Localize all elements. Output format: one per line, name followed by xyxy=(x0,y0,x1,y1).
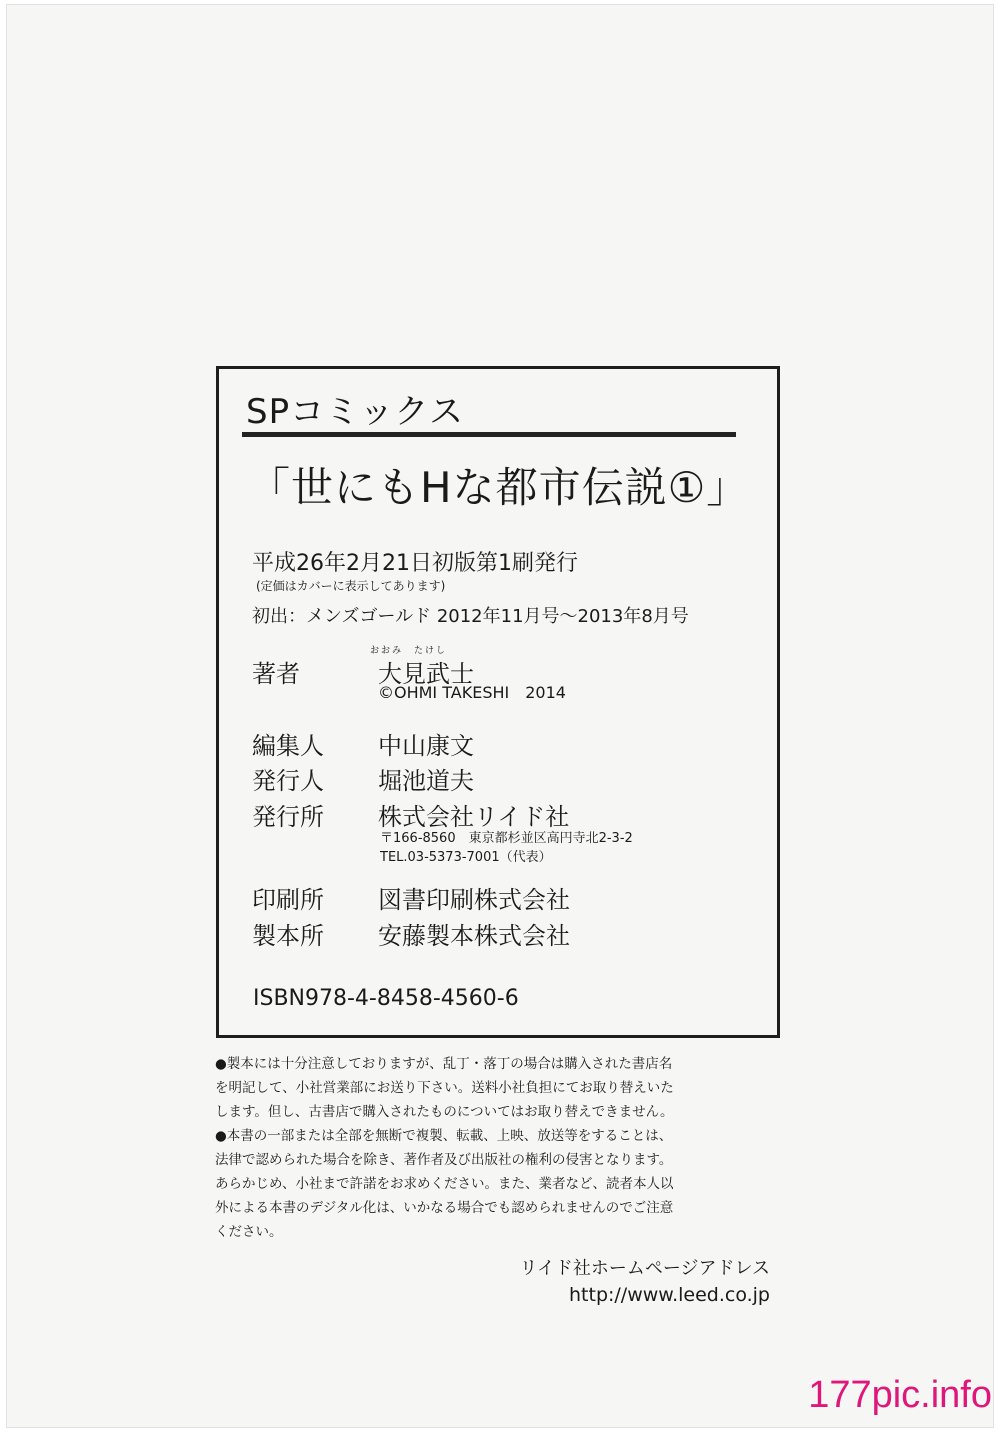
binder-label: 製本所 xyxy=(252,922,324,950)
publisher-person-label: 発行人 xyxy=(252,767,324,795)
series-title: SPコミックス xyxy=(246,392,465,432)
homepage-url[interactable]: http://www.leed.co.jp xyxy=(569,1284,770,1306)
copyright: ©OHMI TAKESHI 2014 xyxy=(378,683,566,702)
publisher-name: 株式会社リイド社 xyxy=(378,803,570,831)
printer-name: 図書印刷株式会社 xyxy=(378,886,570,914)
notice-line: ●本書の一部または全部を無断で複製、転載、上映、放送等をすることは、 xyxy=(215,1128,673,1144)
notice-line: 外による本書のデジタル化は、いかなる場合でも認められませんのでご注意 xyxy=(215,1200,674,1216)
first-published: 初出：メンズゴールド 2012年11月号～2013年8月号 xyxy=(252,606,689,627)
author-ruby: おおみ たけし xyxy=(370,646,448,656)
isbn: ISBN978-4-8458-4560-6 xyxy=(253,986,519,1011)
author-label: 著者 xyxy=(252,660,300,688)
notice-line: ください。 xyxy=(215,1224,283,1240)
publisher-address: 〒166-8560 東京都杉並区高円寺北2-3-2 xyxy=(380,831,633,846)
notice-line: ●製本には十分注意しておりますが、乱丁・落丁の場合は購入された書店名 xyxy=(215,1056,673,1072)
notice-line: を明記して、小社営業部にお送り下さい。送料小社負担にてお取り替えいた xyxy=(215,1080,674,1096)
printer-label: 印刷所 xyxy=(252,886,324,914)
author-name: 大見武士 xyxy=(378,660,474,688)
notice-line: 法律で認められた場合を除き、著作者及び出版社の権利の侵害となります。 xyxy=(215,1152,673,1168)
editor-name: 中山康文 xyxy=(378,732,474,760)
publisher-person-name: 堀池道夫 xyxy=(378,767,474,795)
homepage-label: リイド社ホームページアドレス xyxy=(519,1258,770,1279)
binder-name: 安藤製本株式会社 xyxy=(378,922,570,950)
publisher-tel: TEL.03-5373-7001（代表） xyxy=(380,850,552,865)
notice-line: します。但し、古書店で購入されたものについてはお取り替えできません。 xyxy=(215,1104,674,1120)
title-rule xyxy=(242,432,736,437)
publisher-label: 発行所 xyxy=(252,803,324,831)
book-title: 「世にもHな都市伝説①」 xyxy=(248,463,750,512)
notice-line: あらかじめ、小社まで許諾をお求めください。また、業者など、読者本人以 xyxy=(215,1176,674,1192)
publication-date: 平成26年2月21日初版第1刷発行 xyxy=(252,551,578,576)
price-note: (定価はカバーに表示してあります) xyxy=(256,579,446,593)
editor-label: 編集人 xyxy=(252,732,324,760)
site-watermark: 177pic.info xyxy=(808,1374,992,1416)
